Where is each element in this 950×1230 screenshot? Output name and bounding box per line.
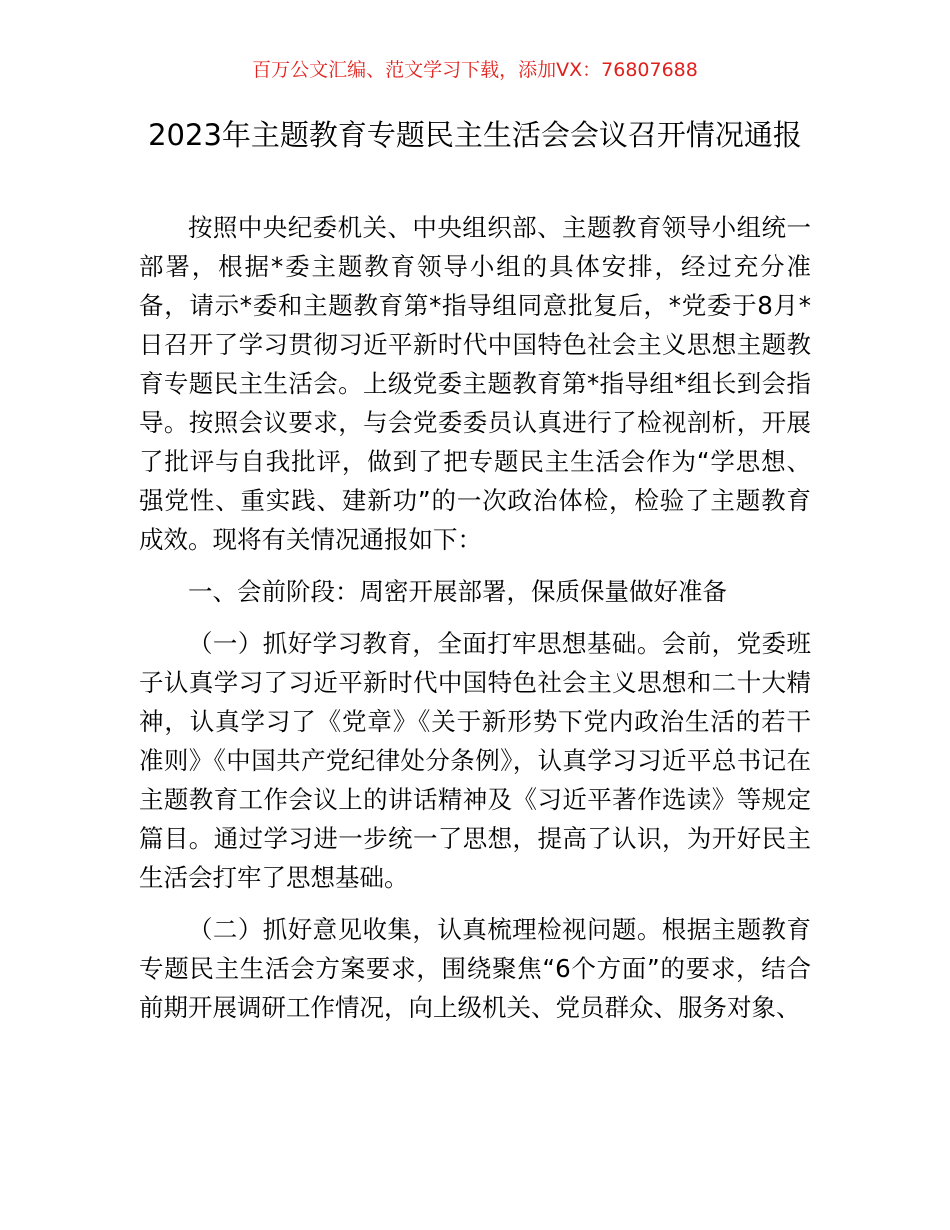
header-note: 百万公文汇编、范文学习下载，添加VX：76807688	[252, 59, 698, 81]
subsection-paragraph-1: （一）抓好学习教育，全面打牢思想基础。会前，党委班子认真学习了习近平新时代中国特色社会主义思想和二十大精神，认真学习了《党章》《关于新形势下党内政治生活的若干准则》《中国共产党纪律处分条例》，认真学习习近平总书记在主题教育工作会议上的讲话精神及《习近平著作选读》等规定篇目。通过学习进一步统一了思想，提高了认识，为开好民主生活会打牢了思想基础。	[139, 629, 811, 892]
document-body	[139, 208, 811, 1040]
document-title: 2023年主题教育专题民主生活会会议召开情况通报	[148, 118, 802, 152]
intro-paragraph: 按照中央纪委机关、中央组织部、主题教育领导小组统一部署，根据*委主题教育领导小组的具体安排，经过充分准备，请示*委和主题教育第*指导组同意批复后，*党委于8月*日召开了学习贯彻习近平新时代中国特色社会主义思想主题教育专题民主生活会。上级党委主题教育第*指导组*组长到会指导。按照会议要求，与会党委委员认真进行了检视剖析，开展了批评与自我批评，做到了把专题民主生活会作为“学思想、强党性、重实践、建新功”的一次政治体检，检验了主题教育成效。现将有关情况通报如下：	[139, 213, 811, 554]
subsection-paragraph-2: （二）抓好意见收集，认真梳理检视问题。根据主题教育专题民主生活会方案要求，围绕聚焦“6个方面”的要求，结合前期开展调研工作情况，向上级机关、党员群众、服务对象、	[139, 915, 811, 1022]
section-heading-1: 一、会前阶段：周密开展部署，保质保量做好准备	[188, 577, 727, 606]
